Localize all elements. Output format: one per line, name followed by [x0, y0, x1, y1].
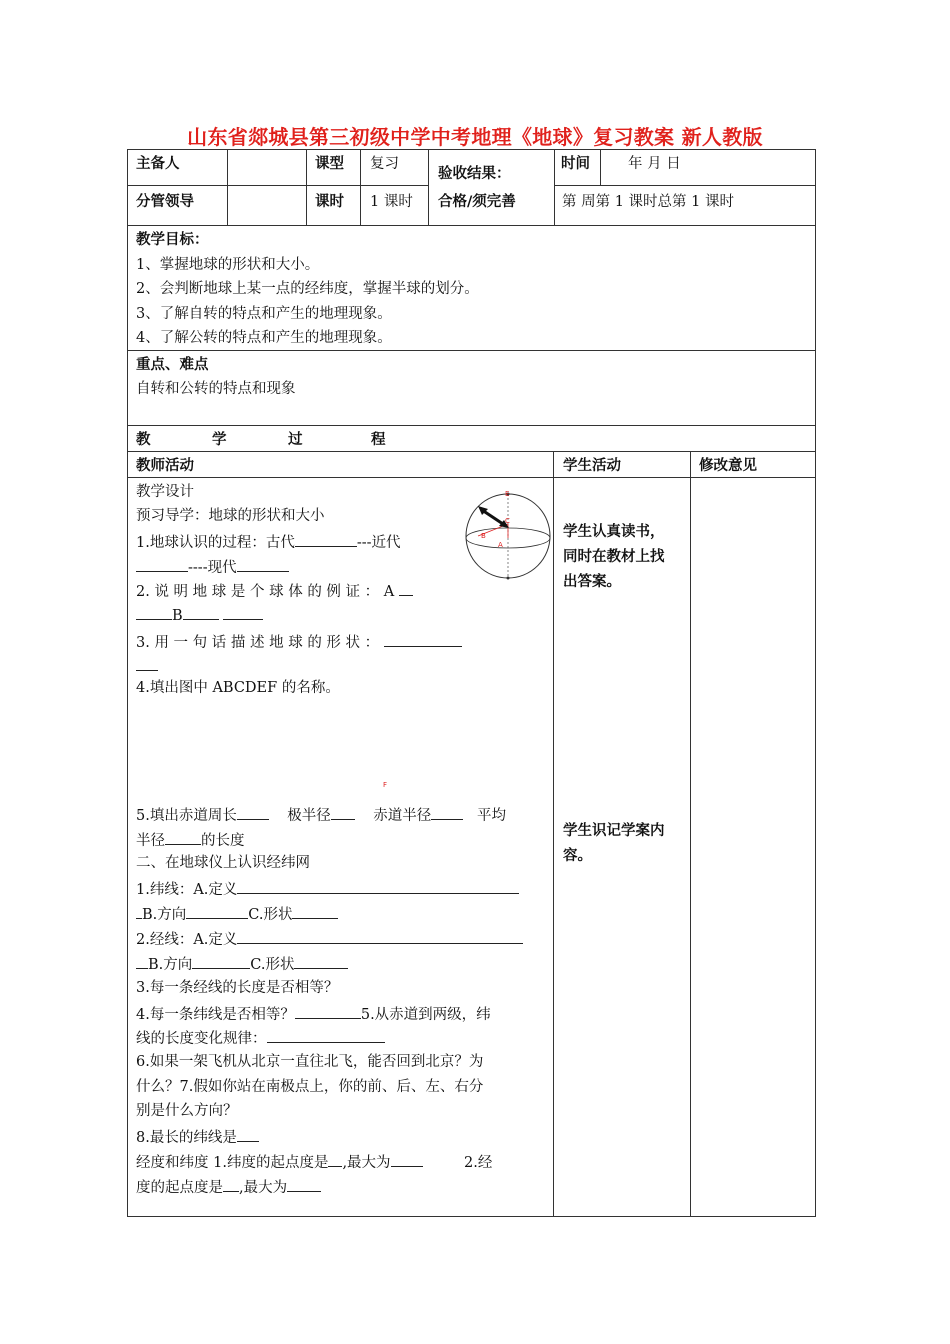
teacher-line: 3.每一条经线的长度是否相等？ — [136, 980, 339, 996]
objective-item: 3、了解自转的特点和产生的地理现象。 — [136, 306, 392, 322]
objectives-heading: 教学目标： — [136, 232, 209, 248]
globe-label-c: C — [505, 517, 510, 525]
teacher-line: 什么？7.假如你站在南极点上，你的前、后、左、右分 — [136, 1079, 484, 1095]
document-title: 山东省郯城县第三初级中学中考地理《地球》复习教案 新人教版 — [187, 125, 763, 149]
teacher-line: 度的起点度是 ,最大为 — [136, 1177, 321, 1197]
col-teacher-heading: 教师活动 — [136, 458, 194, 474]
focus-text: 自转和公转的特点和现象 — [136, 381, 296, 397]
column-heading-bottom-line — [127, 477, 816, 478]
header-col-line-4 — [428, 149, 429, 226]
teacher-line: 预习导学：地球的形状和大小 — [136, 508, 325, 524]
lesson-type-label: 课型 — [315, 156, 344, 172]
time-label: 时间 — [561, 156, 590, 172]
check-result-value: 合格/须完善 — [438, 194, 516, 210]
teacher-line: ----现代 — [136, 557, 289, 577]
header-col-line-3 — [360, 149, 361, 226]
header-col-line-1 — [227, 149, 228, 226]
teacher-line: 5.填出赤道周长 极半径 赤道半径 平均 — [136, 805, 506, 825]
teacher-line: 1.地球认识的过程：古代 ---近代 — [136, 532, 401, 552]
globe-label-e: E — [505, 490, 510, 498]
period-label: 课时 — [315, 194, 344, 210]
teacher-line: 3. 用 一 句 话 描 述 地 球 的 形 状 ： — [136, 632, 462, 652]
header-col-line-2 — [306, 149, 307, 226]
globe-label-a: A — [498, 541, 503, 549]
header-col-line-5 — [554, 149, 555, 226]
process-heading-bottom-line — [127, 451, 816, 452]
teacher-line: 8.最长的纬线是 — [136, 1127, 259, 1147]
teacher-line: 6.如果一架飞机从北京一直往北飞，能否回到北京？为 — [136, 1054, 484, 1070]
header-row-divider-left — [127, 185, 428, 186]
teacher-line — [136, 656, 158, 676]
header-col-line-6 — [600, 149, 601, 186]
table-border-right — [815, 149, 816, 1217]
globe-diagram — [460, 488, 556, 584]
teacher-line: 半径 的长度 — [136, 830, 245, 850]
table-border-left — [127, 149, 128, 1217]
body-col-line-revise — [690, 451, 691, 1217]
teacher-line: 别是什么方向？ — [136, 1103, 238, 1119]
process-heading-char: 程 — [371, 432, 386, 448]
preparer-label: 主备人 — [136, 156, 180, 172]
teacher-line: 教学设计 — [136, 484, 194, 500]
teacher-line: B.方向 C.形状 — [136, 904, 338, 924]
student-activity-line: 学生识记学案内 — [563, 823, 665, 839]
teacher-line: 2.经线：A.定义 — [136, 929, 523, 949]
objective-item: 2、会判断地球上某一点的经纬度，掌握半球的划分。 — [136, 281, 479, 297]
objectives-bottom-line — [127, 350, 816, 351]
period-value: 1 课时 — [370, 194, 413, 210]
week-value: 第 周第 1 课时总第 1 课时 — [562, 194, 734, 210]
table-border-top — [127, 149, 816, 150]
teacher-line: 线的长度变化规律： — [136, 1028, 385, 1048]
table-border-bottom — [127, 1216, 816, 1217]
student-activity-line: 出答案。 — [563, 574, 621, 590]
process-heading-char: 学 — [212, 432, 227, 448]
teacher-line: 1.纬线：A.定义 — [136, 879, 519, 899]
teacher-line: B — [136, 605, 263, 625]
check-result-label: 验收结果： — [438, 166, 511, 182]
time-value: 年 月 日 — [628, 156, 681, 172]
globe-label-b: B — [481, 532, 486, 540]
student-activity-line: 同时在教材上找 — [563, 549, 665, 565]
teacher-line: 4.每一条纬线是否相等？ 5.从赤道到两级，纬 — [136, 1004, 491, 1024]
col-student-heading: 学生活动 — [563, 458, 621, 474]
header-row-divider-right — [554, 185, 816, 186]
focus-heading: 重点、难点 — [136, 357, 209, 373]
objective-item: 4、了解公转的特点和产生的地理现象。 — [136, 330, 392, 346]
student-activity-line: 容。 — [563, 848, 592, 864]
focus-bottom-line — [127, 425, 816, 426]
col-revise-heading: 修改意见 — [699, 458, 757, 474]
process-heading-char: 过 — [288, 432, 303, 448]
teacher-line: 4.填出图中 ABCDEF 的名称。 — [136, 680, 340, 696]
objective-item: 1、掌握地球的形状和大小。 — [136, 257, 320, 273]
teacher-line: 二、在地球仪上认识经纬网 — [136, 855, 310, 871]
header-bottom-line — [127, 225, 816, 226]
globe-label-f: F — [383, 781, 388, 789]
teacher-line: 2. 说 明 地 球 是 个 球 体 的 例 证 ： A — [136, 581, 413, 601]
supervisor-label: 分管领导 — [136, 194, 194, 210]
lesson-type-value: 复习 — [370, 156, 399, 172]
teacher-line: 经度和纬度 1.纬度的起点度是 ,最大为 2.经 — [136, 1152, 492, 1172]
process-heading-char: 教 — [136, 432, 151, 448]
student-activity-line: 学生认真读书， — [563, 524, 665, 540]
teacher-line: B.方向 C.形状 — [136, 954, 348, 974]
